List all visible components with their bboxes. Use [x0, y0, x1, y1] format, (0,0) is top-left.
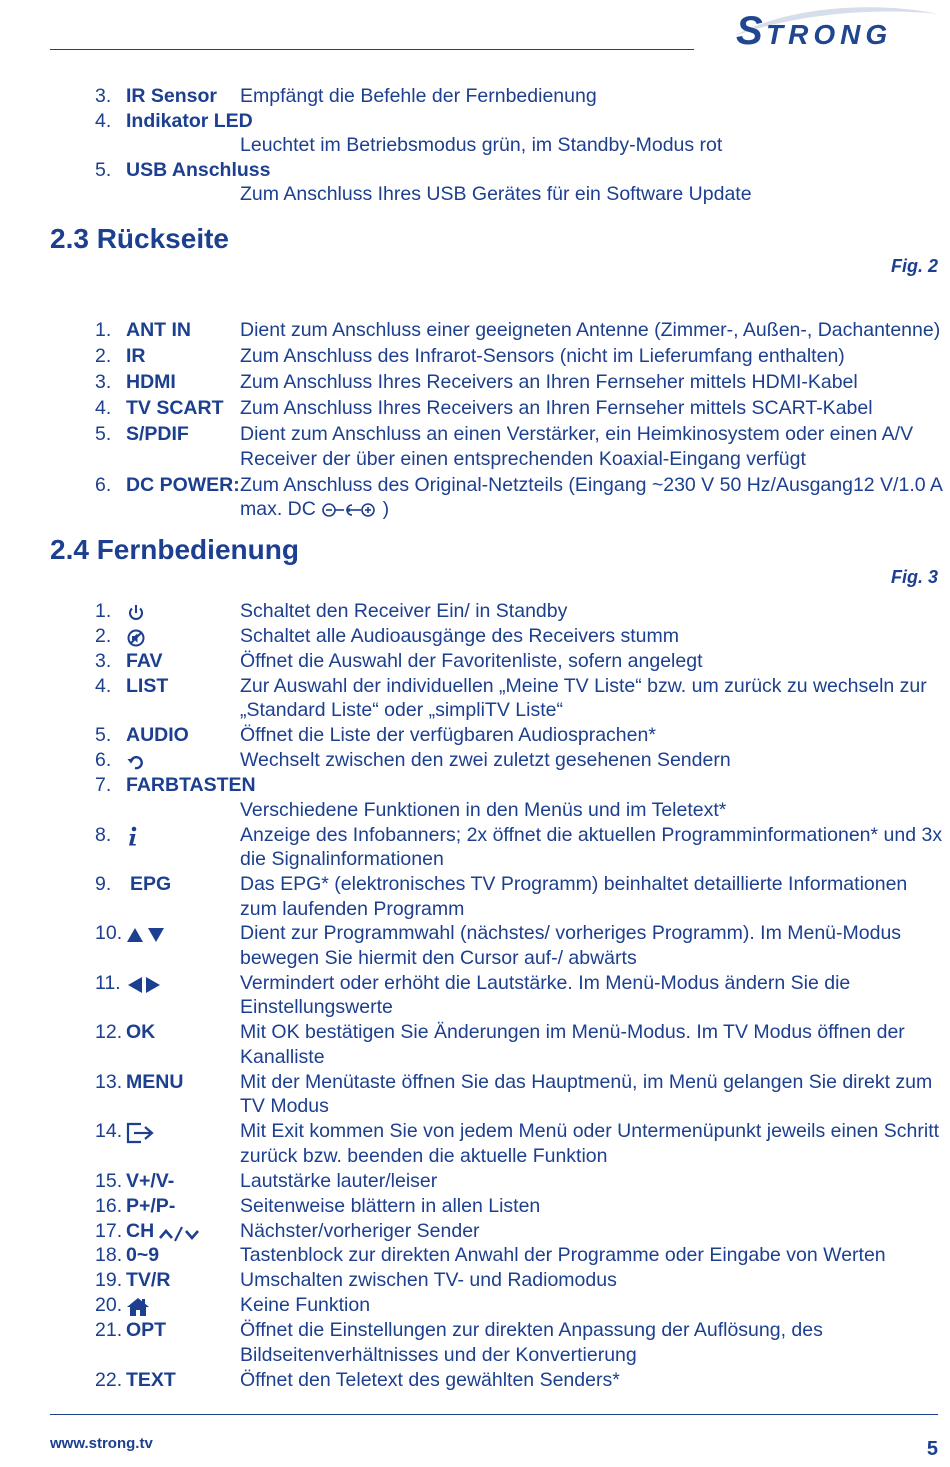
back-panel-item — [0, 318, 950, 343]
item-key-label: OK — [126, 1021, 156, 1044]
item-description-text: Zum Anschluss des Infrarot-Sensors (nicht im Lieferumfang enthalten) — [240, 345, 845, 367]
back-panel-item — [0, 422, 950, 471]
item-number: 10. — [95, 922, 123, 945]
item-description — [240, 624, 946, 649]
remote-item — [0, 1219, 950, 1244]
ch-up-down-icon — [158, 1222, 202, 1247]
item-number: 1. — [95, 600, 112, 622]
mute-icon — [126, 625, 146, 650]
item-number: 1. — [95, 319, 112, 341]
item-number: 19. — [95, 1269, 123, 1292]
remote-item — [0, 1119, 950, 1168]
item-description — [240, 158, 946, 207]
fig-2-label: Fig. 2 — [890, 256, 938, 276]
item-key-label: IR — [126, 345, 146, 367]
item-number: 4. — [95, 397, 112, 419]
item-key-label: OPT — [126, 1319, 167, 1342]
item-description-text: Mit der Menütaste öffnen Sie das Hauptmenü, im Menü gelangen Sie direkt zum TV Modus — [240, 1070, 933, 1118]
back-panel-item — [0, 473, 950, 522]
item-number: 9. — [95, 873, 112, 895]
item-number: 3. — [95, 371, 112, 393]
item-description-text: Nächster/vorheriger Sender — [240, 1219, 480, 1242]
item-description-text: Zum Anschluss Ihres USB Gerätes für ein Software Update — [240, 183, 752, 205]
item-number: 5. — [95, 158, 112, 181]
item-number: 5. — [95, 724, 112, 747]
item-description-text: Schaltet alle Audioausgänge des Receivers stumm — [240, 624, 679, 647]
item-key-label: USB Anschluss — [126, 158, 271, 181]
item-description — [240, 1169, 946, 1194]
remote-item — [0, 1070, 950, 1119]
item-description-text: Schaltet den Receiver Ein/ in Standby — [240, 600, 568, 622]
item-key-label: TEXT — [126, 1368, 176, 1391]
item-description — [240, 370, 946, 395]
item-number: 4. — [95, 109, 112, 132]
item-description — [240, 422, 946, 471]
remote-item — [0, 823, 950, 872]
item-description — [240, 318, 946, 343]
item-description — [240, 971, 946, 1020]
remote-item — [0, 1169, 950, 1194]
item-key-label: V+/V- — [126, 1169, 175, 1192]
item-number: 13. — [95, 1070, 123, 1093]
item-number: 11. — [95, 971, 121, 994]
item-description — [240, 773, 946, 822]
item-description — [240, 1020, 946, 1069]
item-description — [240, 1070, 946, 1119]
item-description-text: Dient zum Anschluss an einen Verstärker, ein Heimkinosystem oder einen A/V Receiver der über einen entsprechenden Koaxial-Eingang verfügt — [240, 423, 914, 470]
fig-3-label: Fig. 3 — [890, 567, 938, 587]
item-description — [240, 1243, 946, 1268]
front-panel-item — [0, 109, 950, 158]
item-key-label: TV SCART — [126, 397, 224, 419]
item-number: 18. — [95, 1244, 123, 1267]
item-key-label: FAV — [126, 649, 163, 672]
item-description-text: Zum Anschluss Ihres Receivers an Ihren Fernseher mittels HDMI-Kabel — [240, 371, 858, 393]
item-description-text: Tastenblock zur direkten Anwahl der Programme oder Eingabe von Werten — [240, 1244, 886, 1267]
recall-icon — [126, 749, 146, 774]
svg-text:TRONG: TRONG — [766, 19, 893, 50]
item-description-text: Zum Anschluss des Original-Netzteils (Eingang ~230 V 50 Hz/Ausgang12 V/1.0 A max. DC — [240, 473, 942, 520]
item-number: 14. — [95, 1120, 123, 1143]
header-rule — [50, 49, 694, 50]
back-panel-list — [0, 318, 950, 523]
footer-rule — [50, 1414, 938, 1415]
item-description-text: Öffnet den Teletext des gewählten Senders* — [240, 1368, 620, 1391]
item-number: 8. — [95, 823, 112, 846]
item-key-label: AUDIO — [126, 724, 189, 747]
home-icon — [126, 1294, 150, 1319]
remote-item — [0, 723, 950, 748]
item-description — [240, 823, 946, 872]
item-description-text: Mit OK bestätigen Sie Änderungen im Menü-Modus. Im TV Modus öffnen der Kanalliste — [240, 1021, 905, 1068]
item-description-text: Dient zum Anschluss einer geeigneten Antenne (Zimmer-, Außen-, Dachantenne) — [240, 319, 941, 341]
dc-polarity-icon — [316, 498, 377, 520]
section-title-remote: 2.4 Fernbedienung — [50, 534, 299, 565]
remote-item — [0, 1020, 950, 1069]
item-description — [240, 84, 946, 109]
item-description-text: Empfängt die Befehle der Fernbedienung — [240, 85, 597, 107]
item-key-label: HDMI — [126, 371, 176, 393]
item-description-text: Umschalten zwischen TV- und Radiomodus — [240, 1269, 617, 1292]
power-icon — [126, 600, 146, 625]
item-description-text: Keine Funktion — [240, 1294, 371, 1317]
item-description-text: Mit Exit kommen Sie von jedem Menü oder Untermenüpunkt jeweils einen Schritt zurück bzw. beenden die aktuelle Funktion — [240, 1120, 940, 1167]
remote-item — [0, 1268, 950, 1293]
item-description — [240, 396, 946, 421]
page-number: 5 — [926, 1438, 938, 1460]
svg-text:S: S — [736, 9, 764, 52]
back-panel-item — [0, 344, 950, 369]
item-key-label: LIST — [126, 674, 169, 697]
item-description-text: Das EPG* (elektronisches TV Programm) beinhaltet detaillierte Informationen zum laufenden Programm — [240, 873, 908, 920]
item-description — [240, 1368, 946, 1393]
item-number: 17. — [95, 1219, 123, 1242]
item-number: 2. — [95, 345, 112, 367]
remote-item — [0, 599, 950, 624]
item-description — [240, 1219, 946, 1244]
back-panel-item — [0, 370, 950, 395]
item-description — [240, 109, 946, 158]
left-right-icon — [126, 972, 162, 997]
item-description-text: Zur Auswahl der individuellen „Meine TV Liste“ bzw. um zurück zu wechseln zur „Standard Liste“ oder „simpliTV Liste“ — [240, 674, 927, 722]
item-key-label: S/PDIF — [126, 423, 189, 445]
item-number: 2. — [95, 624, 112, 647]
info-icon — [126, 824, 140, 849]
item-number: 6. — [95, 473, 112, 496]
strong-logo-mark — [732, 6, 940, 52]
item-key-label: CH — [126, 1219, 155, 1242]
item-key-label: EPG — [130, 873, 172, 895]
remote-item — [0, 674, 950, 723]
remote-item — [0, 1243, 950, 1268]
item-description-tail: ) — [377, 498, 390, 520]
remote-item — [0, 971, 950, 1020]
item-description-text: Lautstärke lauter/leiser — [240, 1169, 438, 1192]
remote-control-list — [0, 599, 950, 1393]
item-description — [240, 872, 946, 921]
remote-item — [0, 1194, 950, 1219]
item-description — [240, 723, 946, 748]
item-number: 6. — [95, 749, 112, 772]
item-key-label: Indikator LED — [126, 109, 253, 132]
remote-item — [0, 649, 950, 674]
item-description — [240, 1293, 946, 1318]
item-number: 22. — [95, 1368, 123, 1391]
item-number: 3. — [95, 649, 112, 672]
item-description — [240, 921, 946, 970]
item-description — [240, 473, 946, 522]
front-panel-item — [0, 84, 950, 109]
strong-logo — [732, 6, 940, 52]
item-key-label: ANT IN — [126, 319, 191, 341]
item-description-text: Seitenweise blättern in allen Listen — [240, 1194, 541, 1217]
item-description — [240, 649, 946, 674]
back-panel-item — [0, 396, 950, 421]
footer-url[interactable]: www.strong.tv — [50, 1435, 153, 1452]
item-key-label: DC POWER: — [126, 473, 240, 496]
item-key-label: 0~9 — [126, 1244, 160, 1267]
remote-item — [0, 624, 950, 649]
item-number: 12. — [95, 1021, 123, 1044]
item-number: 5. — [95, 423, 112, 445]
exit-icon — [126, 1120, 156, 1145]
item-description-text: Vermindert oder erhöht die Lautstärke. Im Menü-Modus ändern Sie die Einstellungswerte — [240, 971, 851, 1019]
remote-item — [0, 773, 950, 822]
item-key-label: MENU — [126, 1070, 184, 1093]
item-key-label: IR Sensor — [126, 85, 218, 107]
item-description-text: Öffnet die Liste der verfügbaren Audiosprachen* — [240, 724, 656, 747]
remote-item — [0, 1368, 950, 1393]
item-description-text: Zum Anschluss Ihres Receivers an Ihren Fernseher mittels SCART-Kabel — [240, 397, 873, 419]
remote-item — [0, 1318, 950, 1367]
item-number: 20. — [95, 1294, 123, 1317]
item-number: 3. — [95, 85, 112, 107]
item-description — [240, 1268, 946, 1293]
section-title-back: 2.3 Rückseite — [50, 223, 229, 254]
item-key-label: P+/P- — [126, 1194, 176, 1217]
remote-item — [0, 872, 950, 921]
item-key-label: FARBTASTEN — [126, 774, 256, 797]
item-description-text: Verschiedene Funktionen in den Menüs und im Teletext* — [240, 798, 727, 821]
item-description — [240, 1318, 946, 1367]
item-description — [240, 1194, 946, 1219]
front-panel-list — [0, 84, 950, 207]
item-number: 15. — [95, 1169, 123, 1192]
item-description-text: Wechselt zwischen den zwei zuletzt gesehenen Sendern — [240, 749, 731, 772]
item-description-text: Dient zur Programmwahl (nächstes/ vorheriges Programm). Im Menü-Modus bewegen Sie hiermit den Cursor auf-/ abwärts — [240, 922, 902, 969]
item-description-text: Leuchtet im Betriebsmodus grün, im Standby-Modus rot — [240, 134, 723, 156]
item-number: 7. — [95, 774, 112, 797]
item-description — [240, 599, 946, 624]
up-down-icon — [126, 922, 166, 947]
item-description — [240, 674, 946, 723]
item-number: 4. — [95, 674, 112, 697]
item-description — [240, 344, 946, 369]
remote-item — [0, 921, 950, 970]
item-key-label: TV/R — [126, 1269, 171, 1292]
item-description-text: Öffnet die Auswahl der Favoritenliste, sofern angelegt — [240, 649, 703, 672]
front-panel-item — [0, 158, 950, 207]
item-number: 21. — [95, 1319, 123, 1342]
item-description — [240, 748, 946, 773]
item-description-text: Öffnet die Einstellungen zur direkten Anpassung der Auflösung, des Bildseitenverhältnisses und der Konvertierung — [240, 1319, 823, 1366]
item-description-text: Anzeige des Infobanners; 2x öffnet die aktuellen Programminformationen* und 3x die Signalinformationen — [240, 823, 943, 871]
remote-item — [0, 748, 950, 773]
item-number: 16. — [95, 1194, 123, 1217]
item-description — [240, 1119, 946, 1168]
remote-item — [0, 1293, 950, 1318]
